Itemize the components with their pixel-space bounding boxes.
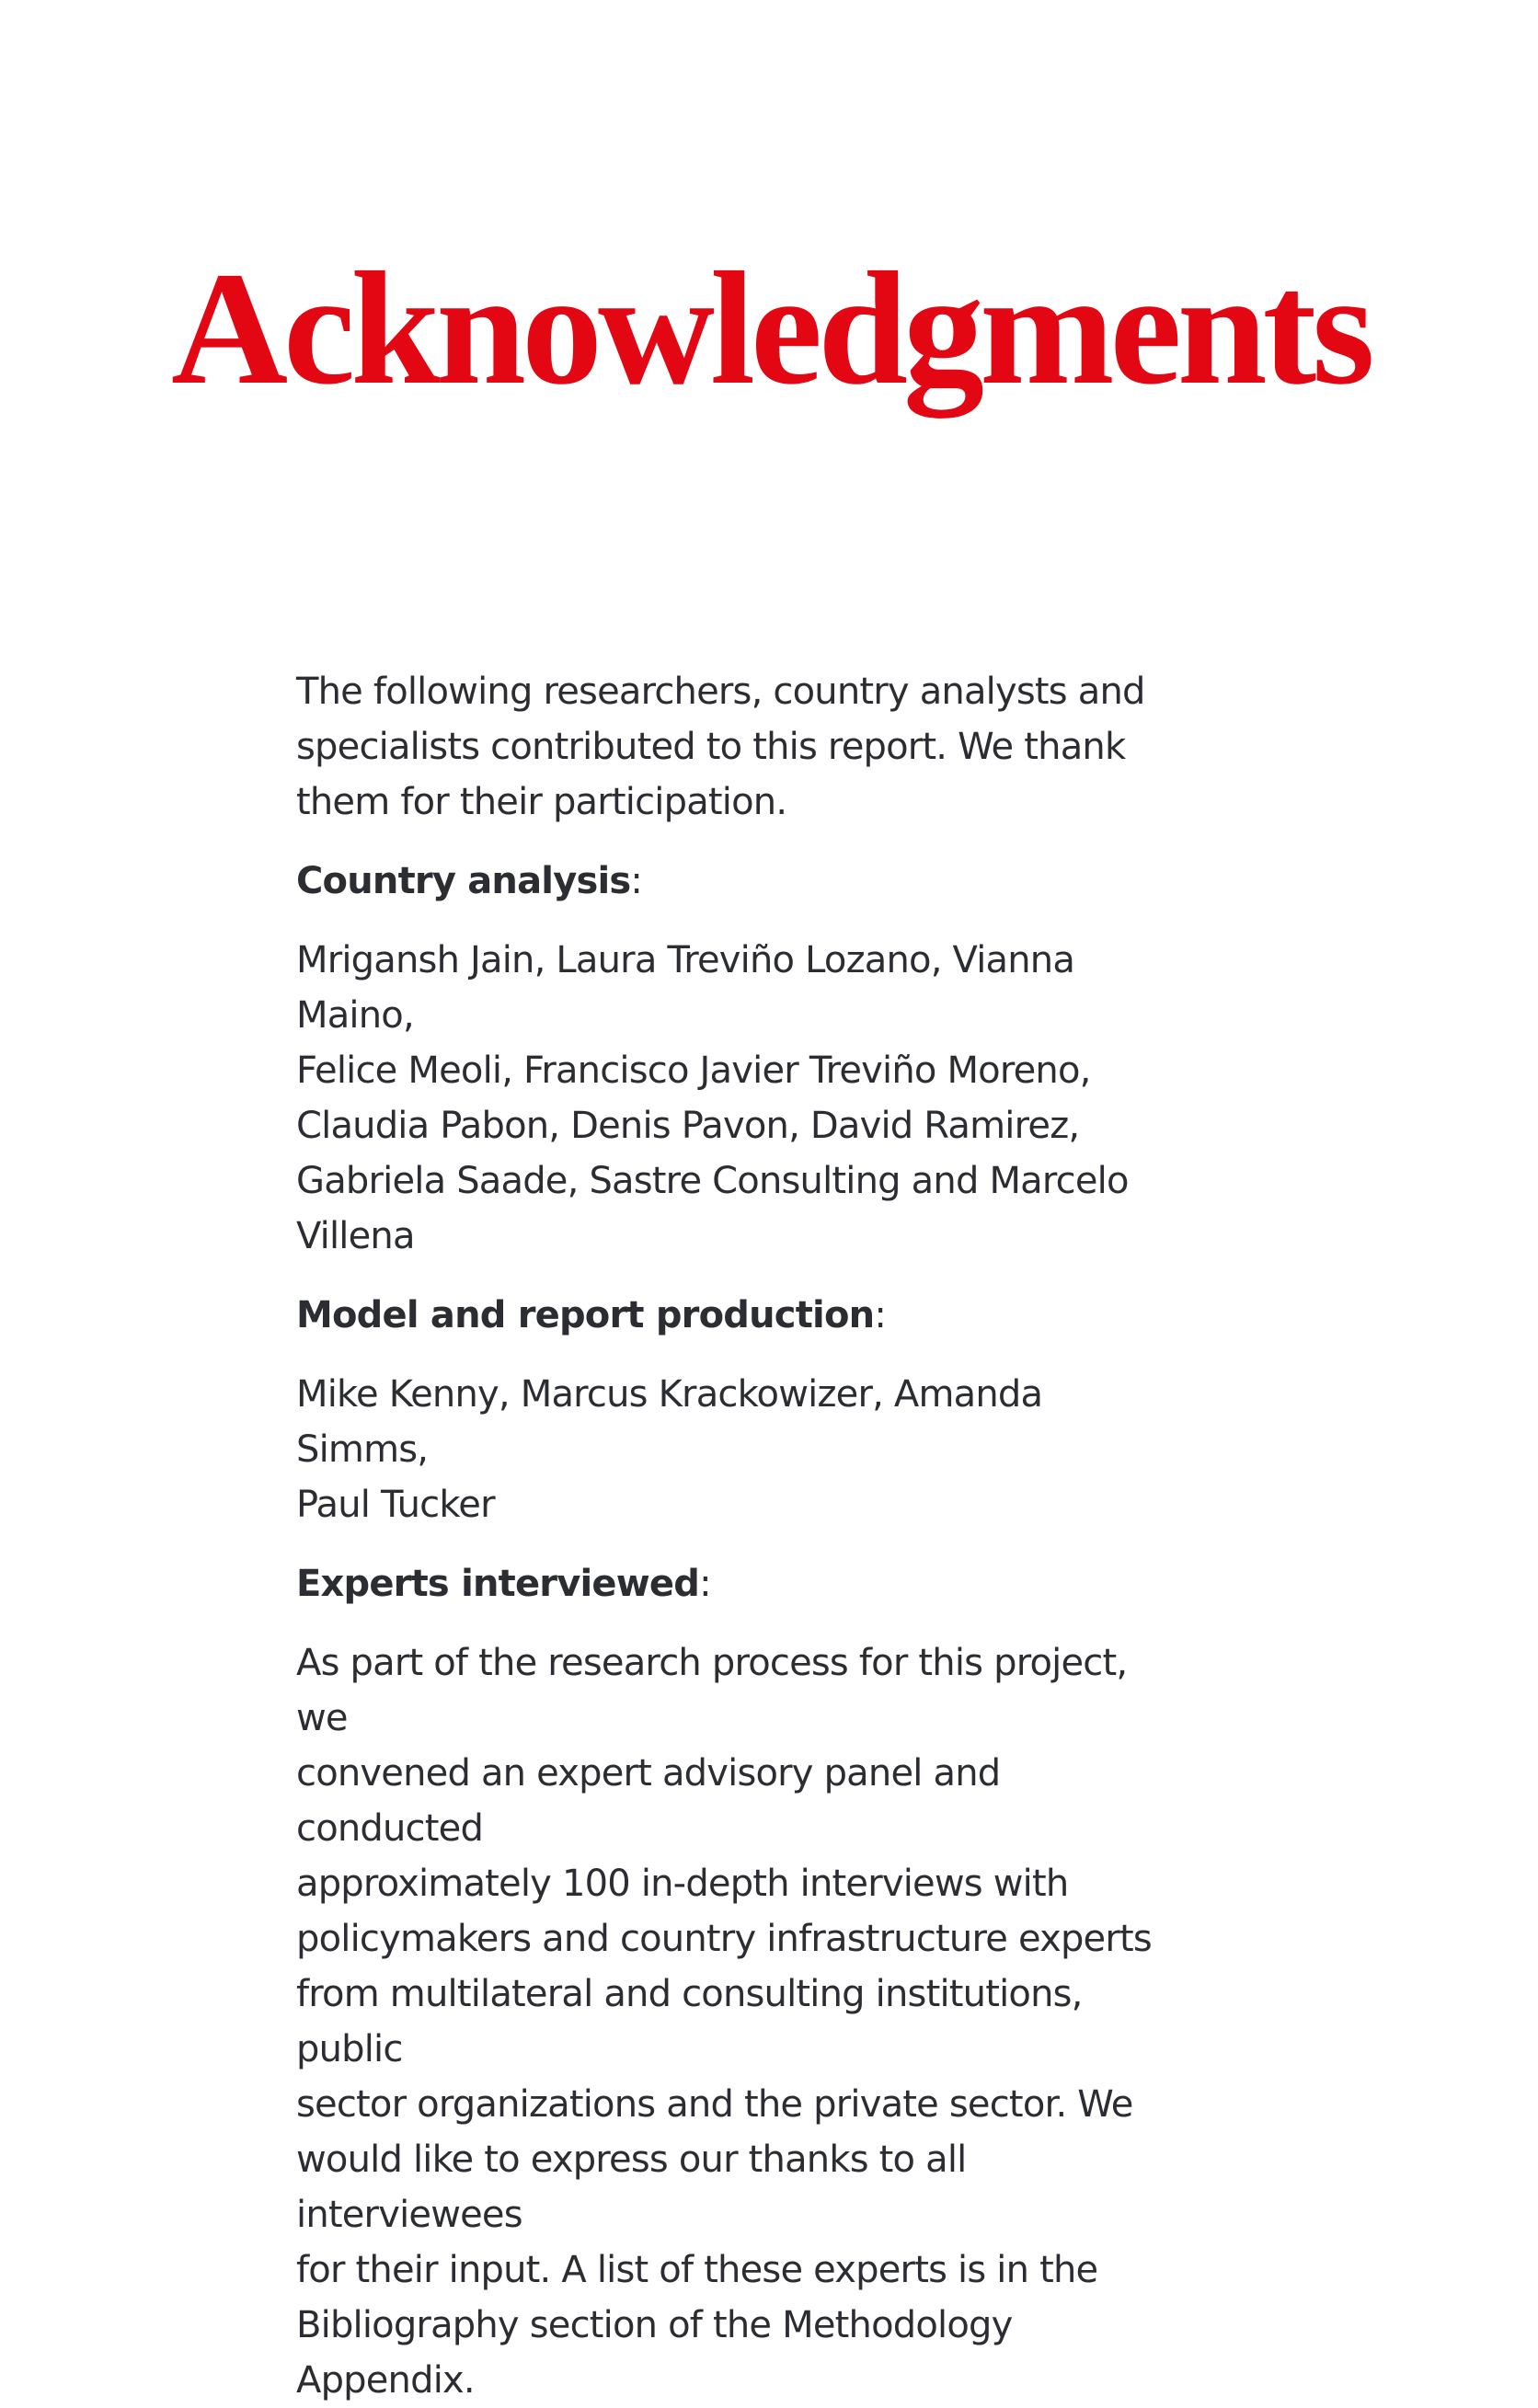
- section-heading-label: Experts interviewed: [296, 1563, 700, 1605]
- intro-paragraph: The following researchers, country analysts and specialists contributed to this report. We thank them for their participation.: [296, 671, 1145, 823]
- section-heading-label: Model and report production: [296, 1294, 875, 1336]
- section-heading-colon: :: [630, 860, 643, 902]
- section-body-country-analysis: Mrigansh Jain, Laura Treviño Lozano, Vianna Maino, Felice Meoli, Francisco Javier Treviño Moreno, Claudia Pabon, Denis Pavon, David Ramirez, Gabriela Saade, Sastre Consulting and Marcelo Villena: [296, 939, 1129, 1257]
- section-body-experts-interviewed: As part of the research process for this project, we convened an expert advisory panel and conducted approximately 100 in-depth interviews with policymakers and country infrastructure experts from multilateral and consulting institutions, public sector organizations and the private sector. We would like to express our thanks to all interviewees for their input. A list of these experts is in the Bibliography section of the Methodology Appendix.: [296, 1642, 1152, 2402]
- section-body-model-report-production: Mike Kenny, Marcus Krackowizer, Amanda Simms, Paul Tucker: [296, 1373, 1043, 1526]
- section-heading-experts-interviewed: [296, 1556, 1179, 1611]
- section-heading-label: Country analysis: [296, 860, 631, 902]
- section-heading-country-analysis: [296, 854, 1179, 909]
- section-heading-model-report-production: [296, 1288, 1179, 1343]
- acknowledgments-body: [296, 664, 1179, 2408]
- page-title: Acknowledgments: [171, 239, 1371, 419]
- section-heading-colon: :: [874, 1294, 886, 1336]
- section-heading-colon: :: [699, 1563, 711, 1605]
